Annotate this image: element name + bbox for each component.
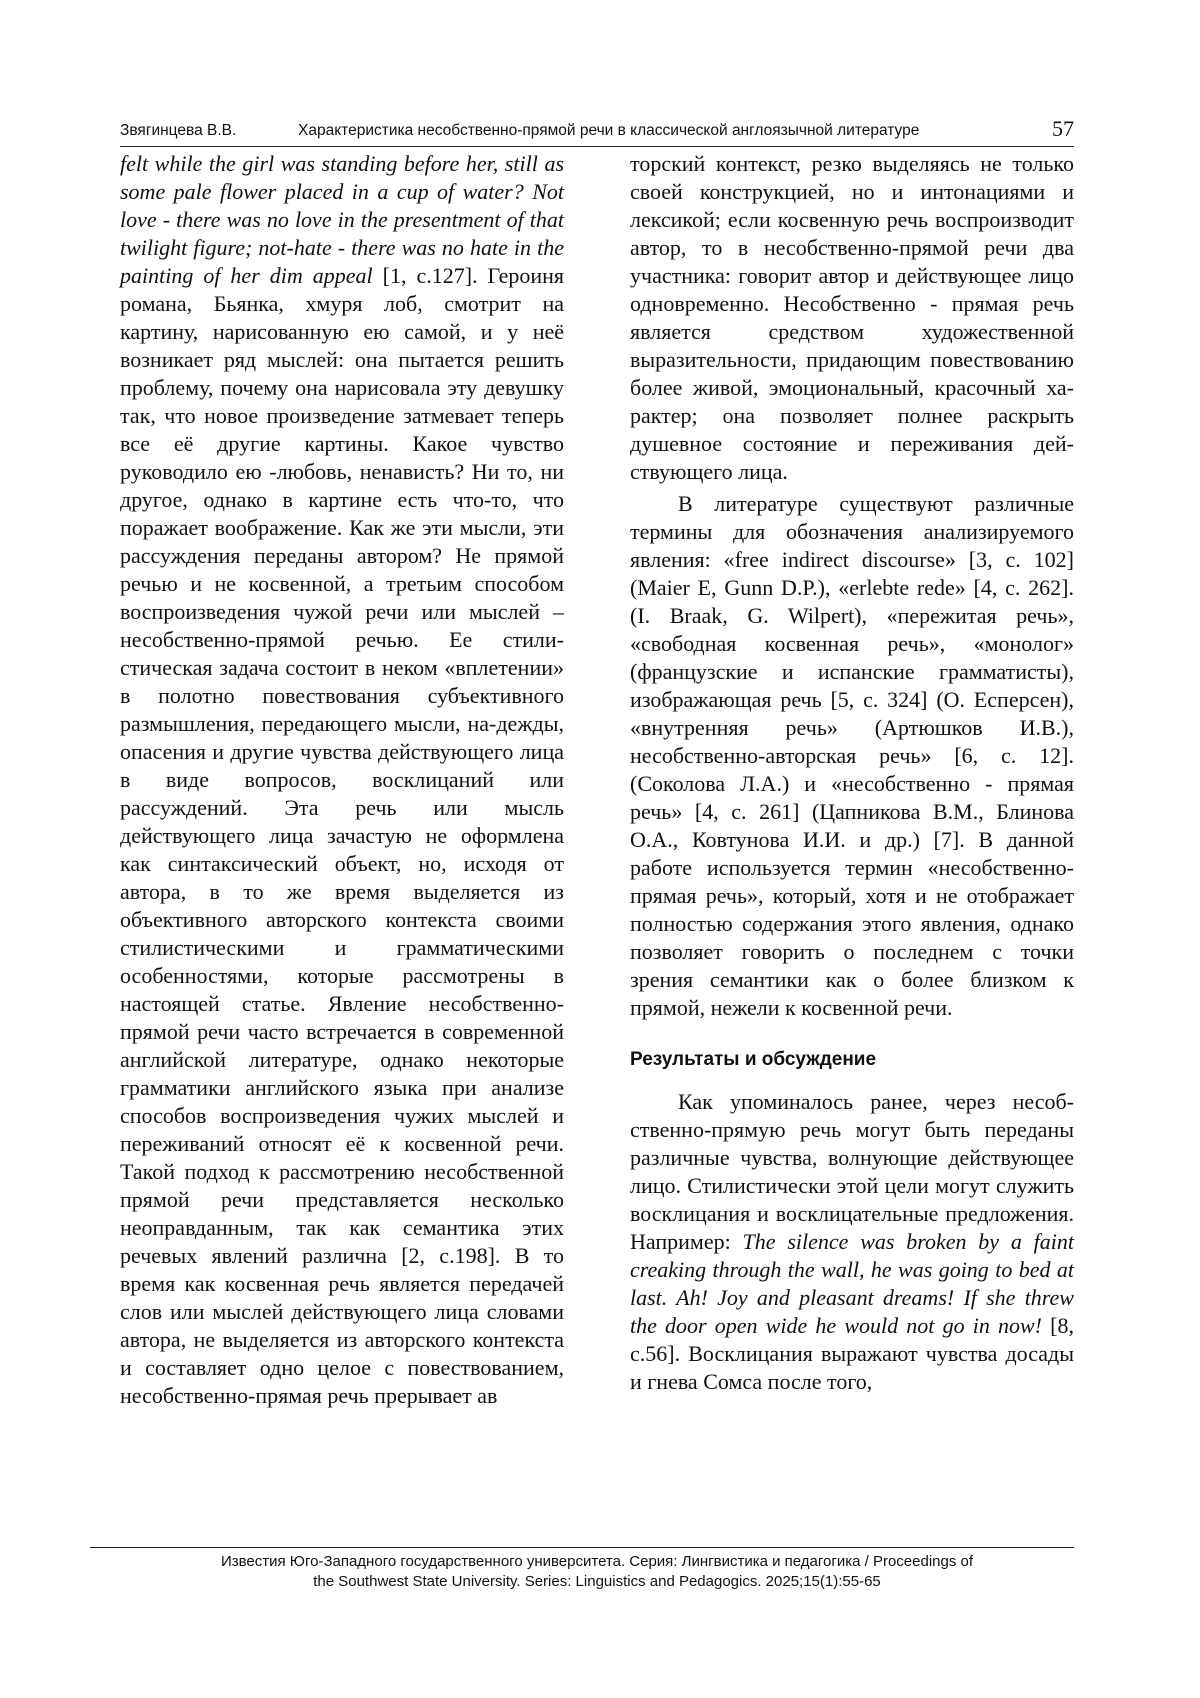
footer-line-2: the Southwest State University. Series: Linguistics and Pedagogics. 2025;15(1):55-65 [313,1573,881,1590]
quote-italic-2: The silence was broken by a faint creaking through the wall, he was going to bed at last. Ah! Joy and pleasant dreams! If she threw the door open wide he would not go in now! [630,1229,1074,1338]
left-column [120,150,564,1410]
footer-divider [90,1547,1074,1548]
page-number: 57 [1052,116,1074,141]
header-title: Характеристика несобственно-прямой речи в классической англоязычной литературе [298,122,920,139]
right-paragraph-3-start: Как упоминалось ранее, через несобственно-прямую речь могут быть переданы различные чувства, волнующие действующее лицо. Стилистически этой цели могут служить восклицания и восклицательные предложения. Например: [630,1089,1074,1254]
right-paragraph-3-end: [8, с.56]. Восклицания выражают чувства досады и гнева Сомса после того, [630,1313,1075,1394]
left-paragraph-1-text: [1, с.127]. Героиня романа, Бьянка, хмуря лоб, смотрит на картину, нарисованную ею самой, и у неё возникает ряд мыслей: она пытается решить проблему, почему она нарисовала эту девушку так, что новое произведение затмевает теперь все её другие картины. Какое чувство руководило ею -любовь, ненависть? Ни то, ни другое, однако в картине есть что-то, что поражает воображение. Как же эти мысли, эти рассуждения переданы автором? Не прямой речью и не косвенной, а третьим способом воспроизведения чужой речи или мыслей – несобственно-прямой речью. Ее стилистическая задача состоит в неком «вплетении» в полотно повествования субъективного размышления, передающего мысли, на-дежды, опасения и другие чувства действующего лица в виде вопросов, восклицаний или рассуждений. Эта речь или мысль действующего лица зачастую не оформлена как синтаксический объект, но, исходя от автора, в то же время выделяется из объективного авторского контекста своими стилистическими и грамматическими особенностями, которые рассмотрены в настоящей статье. Явление несобственно-прямой речи часто встречается в современной английской литературе, однако некоторые грамматики английского языка при анализе способов воспроизведения чужих мыслей и переживаний относят её к косвенной речи. Такой подход к рассмотрению несобственной прямой речи представляется несколько неоправданным, так как семантика этих речевых явлений различна [2, с.198]. В то время как косвенная речь является передачей слов или мыслей действующего лица словами автора, не выделяется из авторского контекста и составляет одно целое с повествованием, несобственно-прямая речь прерывает ав [120,263,565,1408]
right-paragraph-2: В литературе существуют различные термины для обозначения анализируемого явления: «free indirect discourse» [3, с. 102] (Maier E, Gunn D.P.), «erlebte rede» [4, с. 262]. (I. Braak, G. Wilpert), «пережитая речь», «свободная косвенная речь», «монолог» (французские и испанские грамматисты), изображающая речь [5, с. 324] (О. Есперсен), «внутренняя речь» (Артюшков И.В.), несобственно-авторская речь» [6, с. 12]. (Соколова Л.А.) и «несобственно - прямая речь» [4, с. 261] (Цапникова В.М., Блинова О.А., Ковтунова И.И. и др.) [7]. В данной работе используется термин «несобственно-прямая речь», который, хотя и не отображает полностью содержания этого явления, однако позволяет говорить о последнем с точки зрения семантики как о более близком к прямой, нежели к косвенной речи. [630,491,1074,1020]
right-paragraph-3 [630,1088,1074,1396]
right-column [630,150,1074,1396]
journal-footer [120,1552,1074,1592]
right-paragraph-1: торский контекст, резко выделяясь не только своей конструкцией, но и интонациями и лексикой; если косвенную речь воспроизводит автор, то в несобственно-прямой речи два участника: говорит автор и действующее лицо одновременно. Несобственно - прямая речь является средством художественной выразительности, придающим повествованию более живой, эмоциональный, красочный характер; она позволяет полнее раскрыть душевное состояние и переживания действующего лица. [630,151,1074,484]
quote-italic-1: felt while the girl was standing before her, still as some pale flower placed in a cup of water? Not love - there was no love in the presentment of that twilight figure; not-hate - there was no hate in the painting of her dim appeal [120,151,564,288]
section-heading: Результаты и обсуждение [630,1049,877,1070]
header-authors: Звягинцева В.В. [120,122,237,139]
header-divider [120,146,1074,147]
footer-line-1: Известия Юго-Западного государственного университета. Серия: Лингвистика и педагогика / Proceedings of [220,1553,974,1570]
left-paragraph-1 [120,150,564,1410]
running-header [120,116,1074,146]
